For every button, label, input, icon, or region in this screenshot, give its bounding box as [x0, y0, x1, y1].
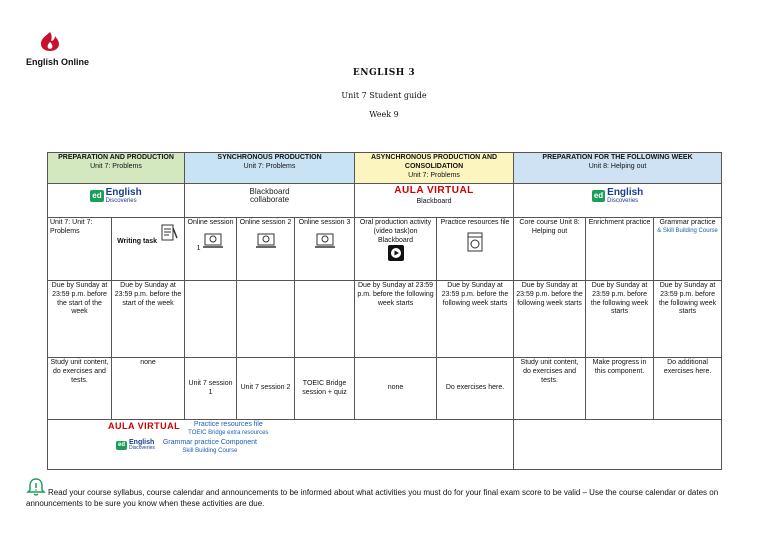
- skill-building-course-link[interactable]: Skill Building Course: [182, 448, 238, 454]
- column-header-synchronous: SYNCHRONOUS PRODUCTION Unit 7: Problems: [185, 153, 355, 184]
- platform-aula-cell: [355, 184, 514, 218]
- task-unit7: Unit 7: Unit 7: Problems: [48, 218, 112, 281]
- column-header-asynchronous: ASYNCHRONOUS PRODUCTION AND CONSOLIDATION Unit 7: Problems: [355, 153, 514, 184]
- column-header-following-week: PREPARATION FOR THE FOLLOWING WEEK Unit 8: Helping out: [514, 153, 722, 184]
- play-icon[interactable]: [388, 245, 404, 261]
- task-session1: Online session 1: [185, 218, 237, 281]
- schedule-table: [47, 152, 722, 470]
- brand-name: English Online: [26, 57, 90, 67]
- document-pen-icon: [159, 223, 179, 243]
- resources-cell: [48, 420, 514, 470]
- washing-machine-icon: [466, 232, 484, 252]
- task-writing: Writing task: [112, 218, 185, 281]
- note-cell: Study unit content, do exercises and tests.: [48, 358, 112, 420]
- resources-empty: [514, 420, 722, 470]
- aula-virtual-logo[interactable]: AULA VIRTUAL: [394, 185, 474, 196]
- due-cell: Due by Sunday at 23:59 p.m. before the following week starts: [654, 281, 722, 358]
- due-cell: Due by Sunday at 23:59 p.m. before the following week starts: [355, 281, 437, 358]
- note-cell: Unit 7 session 1: [185, 358, 237, 420]
- note-cell: TOEIC Bridge session + quiz: [295, 358, 355, 420]
- due-empty: [295, 281, 355, 358]
- aula-subtitle: Blackboard: [416, 197, 452, 205]
- due-cell: Due by Sunday at 23:59 p.m. before the following week starts: [437, 281, 514, 358]
- note-cell: Study unit content, do exercises and tests.: [514, 358, 586, 420]
- due-cell: Due by Sunday at 23:59 p.m. before the following week starts: [586, 281, 654, 358]
- aula-virtual-logo-3[interactable]: AULA VIRTUAL: [108, 421, 181, 431]
- note-cell: none: [355, 358, 437, 420]
- task-enrichment: Enrichment practice: [586, 218, 654, 281]
- task-oral-production: Oral production activity (video task)on Blackboard: [355, 218, 437, 281]
- laptop-headset-icon: [202, 232, 224, 250]
- platform-ed-cell-2: [514, 184, 722, 218]
- laptop-headset-icon: [314, 232, 336, 250]
- english-discoveries-logo[interactable]: ed English Discoveries: [92, 187, 142, 204]
- page-subtitle: Unit 7 Student guide: [341, 91, 427, 100]
- toeic-bridge-link[interactable]: TOEIC Bridge extra resources: [188, 429, 269, 436]
- task-grammar: Grammar practice & Skill Building Course: [654, 218, 722, 281]
- page-title: ENGLISH 3: [352, 68, 416, 78]
- flame-logo-icon: [37, 30, 63, 52]
- due-empty: [237, 281, 295, 358]
- laptop-headset-icon: [255, 232, 277, 250]
- week-label: Week 9: [369, 110, 399, 119]
- due-cell: Due by Sunday at 23:59 p.m. before the following week starts: [514, 281, 586, 358]
- note-cell: Unit 7 session 2: [237, 358, 295, 420]
- task-core-course: Core course Unit 8: Helping out: [514, 218, 586, 281]
- due-cell: Due by Sunday at 23:59 p.m. before the start of the week: [112, 281, 185, 358]
- column-header-preparation: PREPARATION AND PRODUCTION Unit 7: Problems: [48, 153, 185, 184]
- task-practice-file: Practice resources file: [437, 218, 514, 281]
- note-cell: Do additional exercises here.: [654, 358, 722, 420]
- task-session3: Online session 3: [295, 218, 355, 281]
- due-cell: Due by Sunday at 23:59 p.m. before the start of the week: [48, 281, 112, 358]
- note-cell: Make progress in this component.: [586, 358, 654, 420]
- platform-ed-cell: [48, 184, 185, 218]
- due-empty: [185, 281, 237, 358]
- skill-building-link[interactable]: & Skill Building Course: [657, 227, 718, 234]
- english-discoveries-logo-2[interactable]: ed English Discoveries: [593, 187, 644, 204]
- note-cell: none: [112, 358, 185, 420]
- blackboard-collaborate-logo[interactable]: Blackboard collaborate: [249, 187, 290, 204]
- practice-resources-link[interactable]: Practice resources file: [193, 421, 263, 428]
- grammar-practice-link[interactable]: Grammar practice Component: [162, 439, 258, 447]
- note-cell: Do exercises here.: [437, 358, 514, 420]
- english-discoveries-logo-3[interactable]: ed English Discoveries: [118, 439, 155, 452]
- footer-note: Read your course syllabus, course calendar and announcements to be informed about what activities you must do for your final exam score to be valid – Use the course calendar or dates on announcements to be sure you know when these activities are due.: [26, 488, 719, 508]
- platform-bb-cell: [185, 184, 355, 218]
- task-session2: Online session 2: [237, 218, 295, 281]
